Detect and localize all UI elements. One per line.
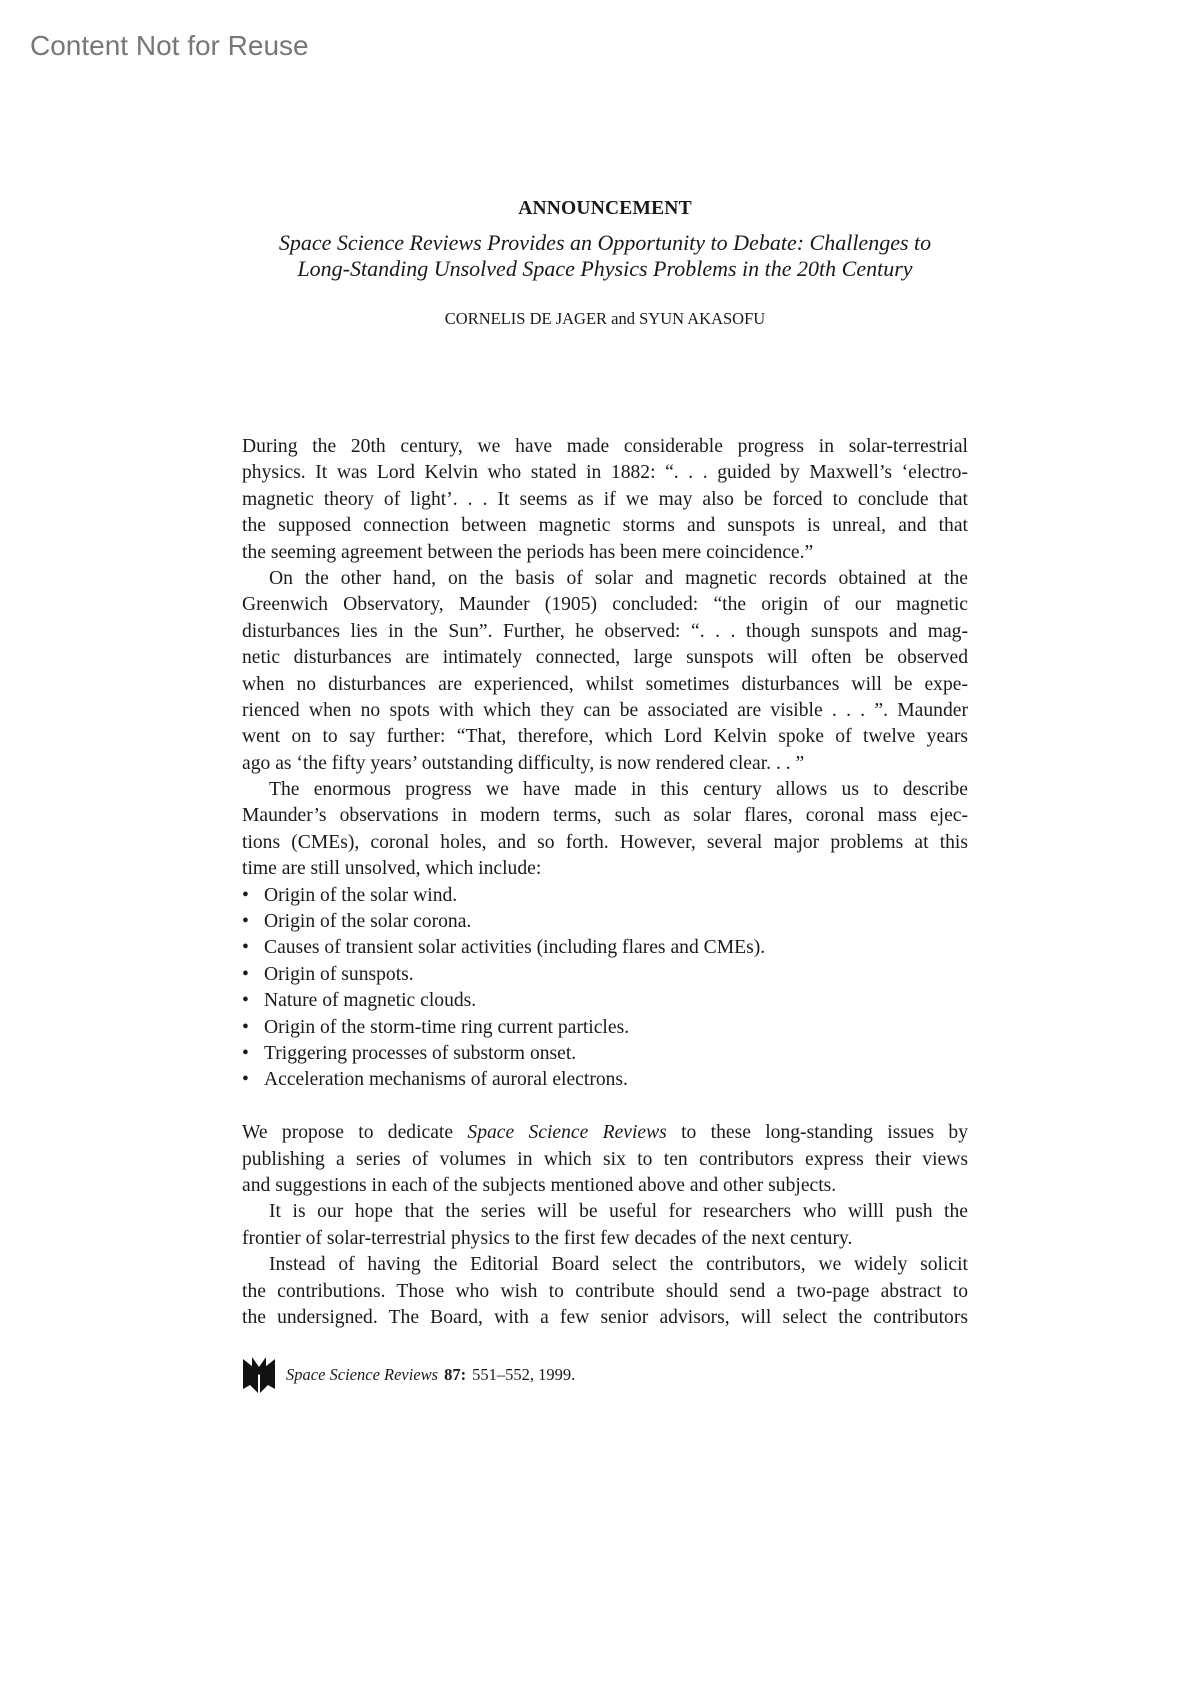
text-line: During the 20th century, we have made considerable progress in solar-terrestrial	[242, 436, 968, 457]
volume: 87:	[444, 1365, 467, 1384]
bullet-icon: •	[242, 884, 249, 906]
text-line: Maunder’s observations in modern terms, such as solar flares, coronal mass ejec-	[242, 805, 968, 827]
list-item	[242, 1015, 968, 1041]
list-item-text: Nature of magnetic clouds.	[264, 990, 477, 1012]
paragraph-3	[242, 777, 968, 883]
text-line: frontier of solar-terrestrial physics to the first few decades of the next century.	[242, 1227, 853, 1249]
bullet-icon: •	[242, 1042, 249, 1064]
list-item-text: Origin of the storm-time ring current particles.	[264, 1016, 630, 1038]
problem-list	[242, 883, 968, 1094]
list-item	[242, 1041, 968, 1067]
text-line: went on to say further: “That, therefore, which Lord Kelvin spoke of twelve years	[242, 726, 968, 748]
text-line: publishing a series of volumes in which six to ten contributors express their views	[242, 1148, 968, 1170]
text-line: ago as ‘the fifty years’ outstanding difficulty, is now rendered clear. . . ”	[242, 752, 805, 774]
title-line: Long-Standing Unsolved Space Physics Problems in the 20th Century	[297, 256, 913, 281]
bullet-icon: •	[242, 1069, 249, 1091]
text-line: physics. It was Lord Kelvin who stated in 1882: “. . . guided by Maxwell’s ‘electro-	[242, 462, 968, 484]
list-item	[242, 883, 968, 909]
bullet-icon: •	[242, 937, 249, 959]
list-item	[242, 988, 968, 1014]
bullet-icon: •	[242, 990, 249, 1012]
text-line: disturbances lies in the Sun”. Further, he observed: “. . . though sunspots and mag-	[242, 620, 968, 642]
list-item-text: Origin of the solar wind.	[264, 884, 458, 906]
text-line: time are still unsolved, which include:	[242, 858, 542, 880]
publisher-logo-icon	[242, 1355, 276, 1395]
article-title	[242, 230, 968, 282]
list-item-text: Acceleration mechanisms of auroral electrons.	[264, 1069, 628, 1091]
list-item	[242, 962, 968, 988]
article-type: ANNOUNCEMENT	[518, 198, 692, 219]
list-item-text: Triggering processes of substorm onset.	[264, 1042, 577, 1064]
authors: CORNELIS DE JAGER and SYUN AKASOFU	[444, 309, 766, 328]
title-line: Space Science Reviews Provides an Opportunity to Debate: Challenges to	[278, 230, 932, 255]
text-line: Greenwich Observatory, Maunder (1905) concluded: “the origin of our magnetic	[242, 594, 968, 616]
text-line: the seeming agreement between the periods has been mere coincidence.”	[242, 541, 814, 563]
article-body	[242, 434, 968, 1331]
pages-year: 551–552, 1999.	[472, 1365, 576, 1384]
list-item-text: Origin of the solar corona.	[264, 911, 472, 933]
bullet-icon: •	[242, 963, 249, 985]
journal-name: Space Science Reviews	[467, 1122, 667, 1144]
bullet-icon: •	[242, 911, 249, 933]
list-item-text: Causes of transient solar activities (including flares and CMEs).	[264, 937, 766, 959]
text-line: tions (CMEs), coronal holes, and so forth. However, several major problems at this	[242, 831, 968, 853]
list-item-text: Origin of sunspots.	[264, 963, 414, 985]
paragraph-2	[242, 566, 968, 777]
text-line: magnetic theory of light’. . . It seems as if we may also be forced to conclude that	[242, 488, 968, 510]
text-line: It is our hope that the series will be useful for researchers who willl push the	[269, 1201, 968, 1223]
text-line: netic disturbances are intimately connected, large sunspots will often be observed	[242, 647, 968, 669]
paragraph-5	[242, 1199, 968, 1252]
text-line: when no disturbances are experienced, whilst sometimes disturbances will be expe-	[242, 673, 968, 695]
paragraph-1	[242, 434, 968, 566]
text-line: and suggestions in each of the subjects mentioned above and other subjects.	[242, 1174, 837, 1196]
text-line: On the other hand, on the basis of solar and magnetic records obtained at the	[269, 567, 968, 589]
list-item	[242, 1067, 968, 1093]
list-item	[242, 909, 968, 935]
text-line: the supposed connection between magnetic storms and sunspots is unreal, and that	[242, 515, 968, 537]
paragraph-6	[242, 1252, 968, 1331]
bullet-icon: •	[242, 1016, 249, 1038]
paragraph-4	[242, 1120, 968, 1199]
text-line: the undersigned. The Board, with a few senior advisors, will select the contributors	[242, 1306, 968, 1328]
list-item	[242, 935, 968, 961]
journal-name: Space Science Reviews	[286, 1365, 439, 1384]
text-line: The enormous progress we have made in this century allows us to describe	[269, 779, 968, 801]
text-line: rienced when no spots with which they can be associated are visible . . . ”. Maunder	[242, 699, 968, 721]
watermark: Content Not for Reuse	[30, 30, 309, 61]
text-line: the contributions. Those who wish to contribute should send a two-page abstract to	[242, 1280, 968, 1302]
text-line: Instead of having the Editorial Board select the contributors, we widely solicit	[269, 1254, 968, 1276]
text-line: We propose to dedicate Space Science Reviews to these long-standing issues by	[242, 1122, 968, 1144]
citation-footer	[242, 1355, 575, 1395]
